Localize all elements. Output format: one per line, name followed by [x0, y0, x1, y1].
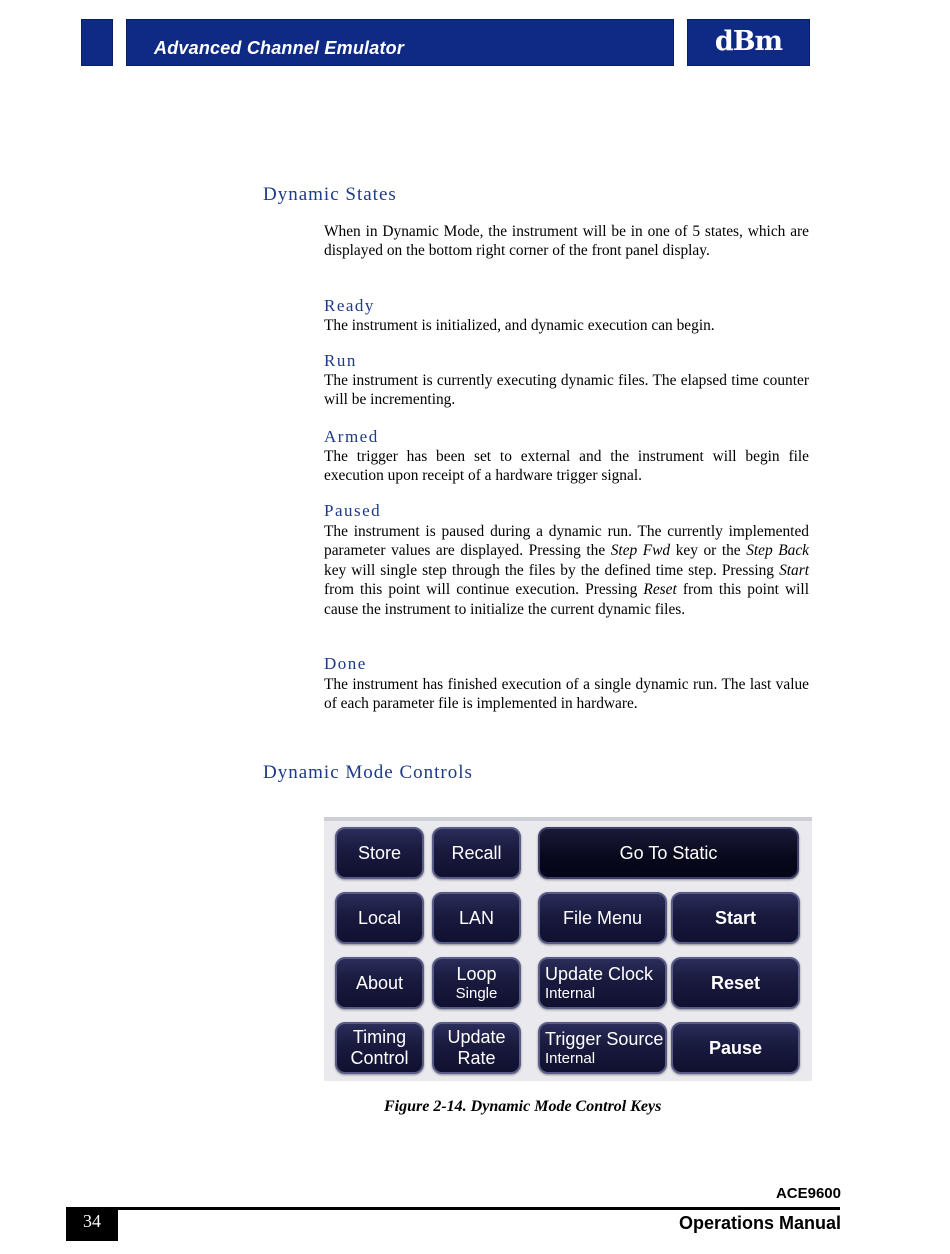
header-logo-block [687, 19, 810, 66]
paused-text-part: key or the [670, 542, 747, 560]
dynamic-states-intro: When in Dynamic Mode, the instrument will be in one of 5 states, which are displayed on the bottom right corner of the front panel display. [324, 223, 809, 260]
start-key-label: Start [714, 907, 756, 928]
state-text-paused [324, 522, 809, 619]
paused-text-part: from this point will cause the instrument to initialize the current dynamic files. [324, 581, 809, 618]
update-clock-key[interactable] [538, 957, 667, 1009]
timing-control-key-label-2: Control [350, 1048, 409, 1068]
go-to-static-key-label: Go To Static [619, 842, 718, 863]
reset-key-ref: Reset [643, 581, 677, 599]
paused-text-part: from this point will continue execution. Pressing [324, 581, 644, 599]
go-to-static-key[interactable] [538, 827, 799, 879]
store-key-label: Store [357, 842, 402, 863]
reset-key[interactable] [671, 957, 800, 1009]
timing-control-key[interactable] [335, 1022, 424, 1074]
local-key[interactable] [335, 892, 424, 944]
paused-text-part: key will single step through the files by the defined time step. Pressing [324, 561, 780, 579]
pause-key[interactable] [671, 1022, 800, 1074]
trigger-source-key[interactable] [538, 1022, 667, 1074]
loop-key-value: Single [455, 984, 498, 1002]
footer-manual-title: Operations Manual [678, 1213, 841, 1233]
file-menu-key[interactable] [538, 892, 667, 944]
page-number: 34 [66, 1207, 118, 1241]
trigger-source-key-value: Internal [545, 1049, 596, 1067]
state-text-ready: The instrument is initialized, and dynamic execution can begin. [324, 317, 715, 334]
state-text-run: The instrument is currently executing dynamic files. The elapsed time counter will be incrementing. [324, 372, 809, 409]
state-heading-paused: Paused [324, 501, 382, 520]
store-key[interactable] [335, 827, 424, 879]
update-clock-key-label: Update Clock [545, 963, 654, 984]
step-fwd-key-ref: Step Fwd [610, 542, 671, 560]
header-left-block [81, 19, 113, 66]
update-rate-key-label-2: Rate [457, 1048, 496, 1068]
state-heading-armed: Armed [324, 427, 379, 446]
header-title-bar [126, 19, 674, 66]
loop-key[interactable] [432, 957, 521, 1009]
timing-control-key-label-1: Timing [352, 1027, 407, 1047]
pause-key-label: Pause [708, 1037, 763, 1058]
lan-key[interactable] [432, 892, 521, 944]
state-text-armed: The trigger has been set to external and the instrument will begin file execution upon receipt of a hardware trigger signal. [324, 448, 809, 485]
update-rate-key[interactable] [432, 1022, 521, 1074]
section-heading-dynamic-states: Dynamic States [263, 184, 397, 205]
dynamic-mode-control-keys-figure [324, 817, 812, 1081]
start-key[interactable] [671, 892, 800, 944]
footer-rule [118, 1207, 840, 1210]
trigger-source-key-label: Trigger Source [545, 1028, 664, 1049]
recall-key-label: Recall [451, 842, 502, 863]
lan-key-label: LAN [458, 907, 494, 928]
figure-caption: Figure 2-14. Dynamic Mode Control Keys [384, 1098, 662, 1115]
start-key-ref: Start [779, 561, 809, 579]
state-text-done: The instrument has finished execution of a single dynamic run. The last value of each parameter file is implemented in hardware. [324, 676, 809, 713]
state-heading-ready: Ready [324, 296, 375, 315]
local-key-label: Local [357, 907, 402, 928]
footer-model: ACE9600 [775, 1185, 841, 1202]
loop-key-label: Loop [456, 963, 497, 984]
dbm-logo: dBm [714, 26, 783, 57]
reset-key-label: Reset [710, 972, 761, 993]
recall-key[interactable] [432, 827, 521, 879]
update-clock-key-value: Internal [545, 984, 596, 1002]
step-back-key-ref: Step Back [746, 542, 809, 560]
section-heading-dynamic-mode-controls: Dynamic Mode Controls [263, 762, 473, 783]
update-rate-key-label-1: Update [447, 1027, 506, 1047]
about-key-label: About [355, 972, 404, 993]
header-title: Advanced Channel Emulator [154, 38, 405, 58]
about-key[interactable] [335, 957, 424, 1009]
state-heading-run: Run [324, 351, 357, 370]
state-heading-done: Done [324, 654, 367, 673]
file-menu-key-label: File Menu [562, 907, 643, 928]
paused-text-part: The instrument is paused during a dynamic run. The currently implemented parameter values are displayed. Pressing the [324, 523, 809, 560]
